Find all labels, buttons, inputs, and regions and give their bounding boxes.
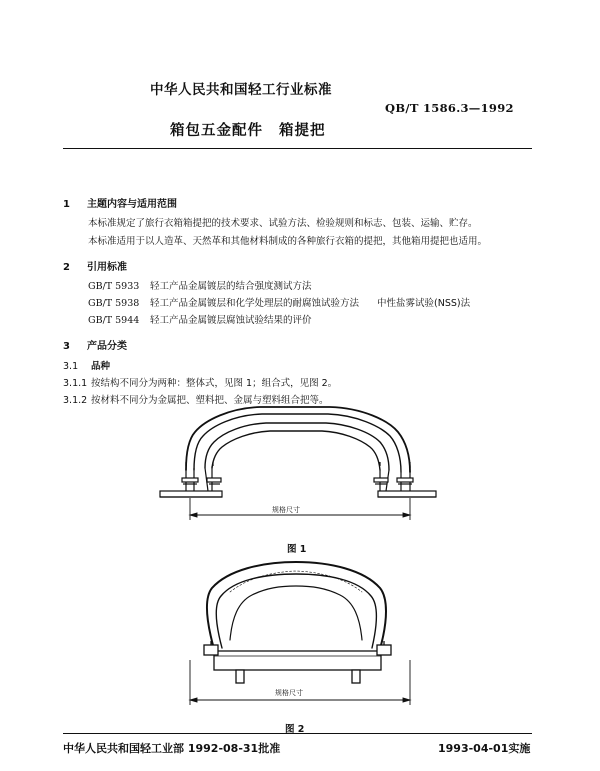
subsection-3-1-number: 3.1 [63,361,79,372]
reference-code: GB/T 5944 [88,315,140,326]
standard-number: QB/T 1586.3—1992 [385,101,514,115]
title-sub: 箱提把 [279,123,326,139]
figure-1-caption: 图 1 [287,544,307,555]
effective-date: 1993-04-01实施 [438,742,531,755]
item-3-1-1-number: 3.1.1 [63,378,88,389]
reference-code: GB/T 5933 [88,281,140,292]
title-main: 箱包五金配件 [170,123,263,139]
reference-title: 轻工产品金属镀层腐蚀试验结果的评价 [150,315,312,326]
reference-title: 轻工产品金属镀层和化学处理层的耐腐蚀试验方法 [150,298,360,309]
footer-rule [63,733,532,734]
section-1-para-1: 本标准规定了旅行衣箱箱提把的技术要求、试验方法、检验规则和标志、包装、运输、贮存。 [88,218,478,229]
section-1-title: 主题内容与适用范围 [87,199,177,210]
section-2-title: 引用标准 [87,262,127,273]
item-3-1-2-number: 3.1.2 [63,395,88,406]
subsection-3-1-title: 品种 [91,361,111,372]
item-3-1-1-text: 按结构不同分为两种：整体式，见图 1；组合式，见图 2。 [91,378,338,389]
figure-2-dimension-label: 规格尺寸 [275,689,303,697]
approval-date: 中华人民共和国轻工业部 1992-08-31批准 [63,742,281,755]
figure-1-dimension-label: 规格尺寸 [272,506,300,514]
item-3-1-2-text: 按材料不同分为金属把、塑料把、金属与塑料组合把等。 [91,395,329,406]
section-3-number: 3 [63,341,70,352]
section-1-para-2: 本标准适用于以人造革、天然革和其他材料制成的各种旅行衣箱的提把，其他箱用提把也适用。 [88,236,488,247]
reference-code: GB/T 5938 [88,298,140,309]
reference-title-suffix: 中性盐雾试验(NSS)法 [377,298,471,309]
section-2-number: 2 [63,262,70,273]
section-1-number: 1 [63,199,70,210]
section-3-title: 产品分类 [87,341,127,352]
figure-2-caption: 图 2 [285,724,305,735]
issuing-organization: 中华人民共和国轻工行业标准 [150,82,332,98]
reference-title: 轻工产品金属镀层的结合强度测试方法 [150,281,312,292]
